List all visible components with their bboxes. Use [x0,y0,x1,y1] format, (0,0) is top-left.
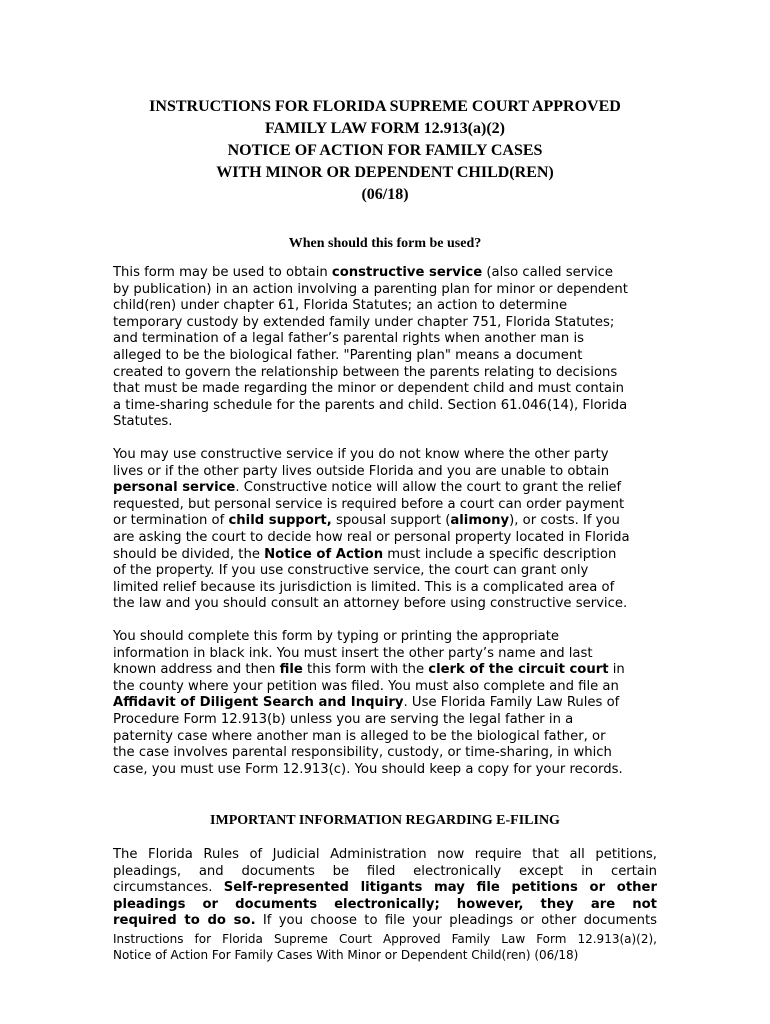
paragraph-e-filing: The Florida Rules of Judicial Administration now require that all petitions, pleadings, and documents be filed electronically except in certain circumstances. Self-represented litigants may file petitions or other pleadings or documents electronically; however, they are not required to do so. If you choose to file your pleadings or other documents [113,847,658,929]
bold-term: alimony [450,513,510,529]
section-heading-e-filing: IMPORTANT INFORMATION REGARDING E-FILING [210,813,560,828]
bold-term: Notice of Action [264,546,384,562]
page-title [113,96,657,206]
bold-term: pleadings or documents electronically; however, they are not [113,896,657,912]
bold-term: Affidavit of Diligent Search and Inquiry [113,695,404,711]
paragraph-constructive-service: This form may be used to obtain constructive service (also called service by publication) in an action involving a parenting plan for minor or dependent child(ren) under chapter 61, Florida Statutes; an action to determine temporary custody by extended family under chapter 751, Florida Statutes; and termination of a legal father’s parental rights when another man is alleged to be the biological father. "Parenting plan" means a document created to govern the relationship between the parents relating to decisions that must be made regarding the minor or dependent child and must contain a time-sharing schedule for the parents and child. Section 61.046(14), Florida Statutes. [113,265,628,430]
paragraph-how-to-complete: You should complete this form by typing or printing the appropriate information in black ink. You must insert the other party’s name and last known address and then file this form with the clerk of the circuit court in the county where your petition was filed. You must also complete and file an Affidavit of Diligent Search and Inquiry. Use Florida Family Law Rules of Procedure Form 12.913(b) unless you are serving the legal father in a paternity case where another man is alleged to be the biological father, or the case involves parental responsibility, custody, or time-sharing, in which case, you must use Form 12.913(c). You should keep a copy for your records. [113,629,625,777]
title-line-4: WITH MINOR OR DEPENDENT CHILD(REN) [216,164,554,181]
paragraph-when-to-use: You may use constructive service if you do not know where the other party lives or if the other party lives outside Florida and you are unable to obtain personal service. Constructive notice will allow the court to grant the relief requested, but personal service is required before a court can order payment or termination of child support, spousal support (alimony), or costs. If you are asking the court to decide how real or personal property located in Florida should be divided, the Notice of Action must include a specific description of the property. If you use constructive service, the court can grant only limited relief because its jurisdiction is limited. This is a complicated area of the law and you should consult an attorney before using constructive service. [113,447,630,612]
bold-term: file [279,662,303,678]
bold-term: clerk of the circuit court [428,662,609,678]
bold-term: Self-represented litigants may file petitions or other [223,880,657,896]
bold-term: constructive service [331,265,483,280]
page-footer [113,932,657,963]
footer-line-1: Instructions for Florida Supreme Court Approved Family Law Form 12.913(a)(2), [113,932,657,946]
title-line-5: (06/18) [361,186,409,203]
bold-term: child support, [228,513,332,529]
bold-term: required to do so. [113,913,256,929]
bold-term: personal service [113,480,236,496]
section-heading-when-used: When should this form be used? [288,236,482,251]
title-line-2: FAMILY LAW FORM 12.913(a)(2) [265,120,505,137]
title-line-1: INSTRUCTIONS FOR FLORIDA SUPREME COURT APPROVED [149,98,621,115]
title-line-3: NOTICE OF ACTION FOR FAMILY CASES [227,142,543,159]
footer-line-2: Notice of Action For Family Cases With Minor or Dependent Child(ren) (06/18) [113,947,579,962]
